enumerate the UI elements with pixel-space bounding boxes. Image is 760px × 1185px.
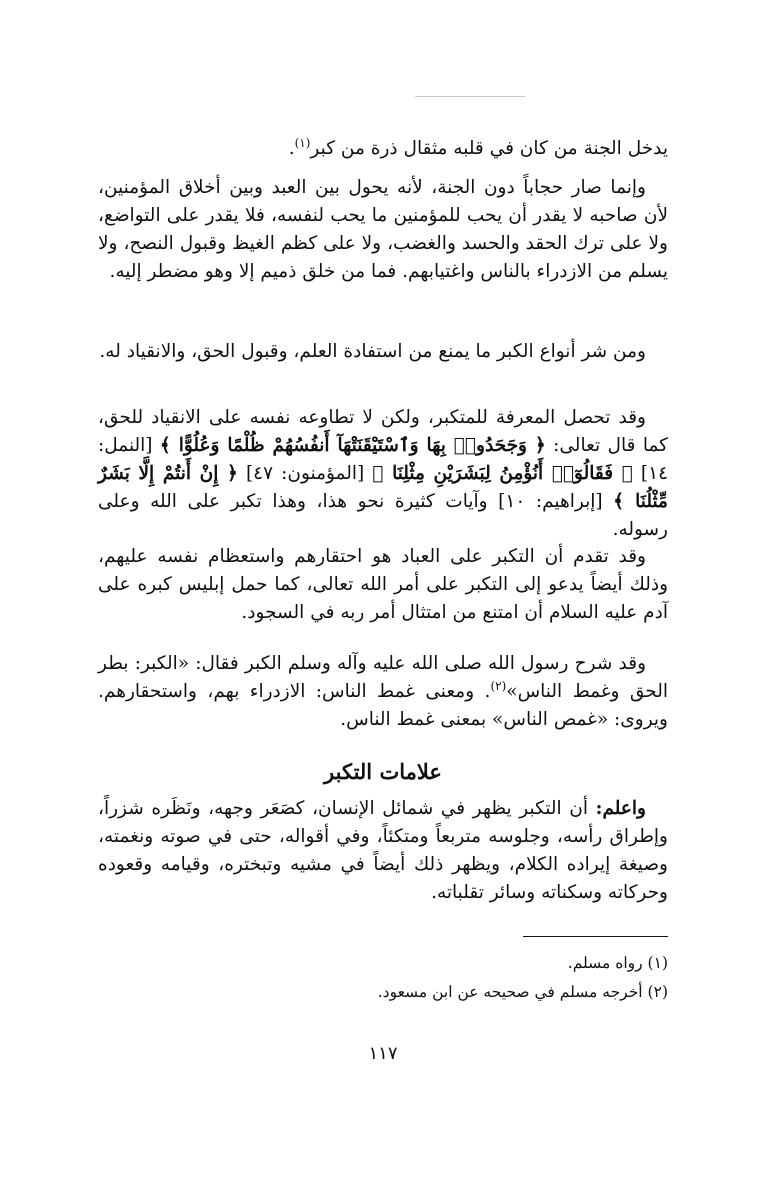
- page-number: ١١٧: [368, 1043, 398, 1064]
- verse-ref-1: [النمل: ١٤]: [98, 435, 669, 484]
- footnote-text-2: أخرجه مسلم في صحيحه عن ابن مسعود.: [377, 983, 643, 1001]
- quran-verse-1: ﴿ وَجَحَدُوا۟ بِهَا وَٱسْتَيْقَنَتْهَآ أَنفُسُهُمْ ظُلْمًا وَعُلُوًّا ﴾: [159, 435, 546, 456]
- footnote-ref-2[interactable]: (٢): [490, 678, 507, 693]
- footnote-marker-2: (٢): [647, 983, 668, 1001]
- paragraph-4: وقد تقدم أن التكبر على العباد هو احتقارهم واستعظام نفسه عليهم، وذلك أيضاً يدعو إلى التكبر على أمر الله تعالى، كما حمل إبليس كبره على آدم عليه السلام أن امتنع من امتثال أمر ربه في السجود.: [98, 546, 668, 623]
- footnote-separator: [523, 936, 668, 937]
- lead-word: واعلم:: [595, 798, 646, 819]
- paragraph-1: يدخل الجنة من كان في قلبه مثقال ذرة من كبر$^{(١)}$.: [288, 135, 668, 159]
- verse-ref-3: [إبراهيم: ١٠]: [498, 491, 603, 512]
- footnote-2: [98, 980, 668, 1004]
- paragraph-2: وإنما صار حجاباً دون الجنة، لأنه يحول بين العبد وبين أخلاق المؤمنين، لأن صاحبه لا يقدر أن يحب للمؤمنين ما يحب لنفسه، فلا يقدر على التواضع، ولا على ترك الحقد والحسد والغضب، ولا على كظم الغيظ وقبول النصح، ولا يسلم من الازدراء بالناس واغتيابهم. فما من خلق ذميم إلا وهو مضطر إليه.: [98, 177, 668, 282]
- verse-ref-2: [المؤمنون: ٤٧]: [245, 463, 365, 484]
- quran-verse-2: ﴿ فَقَالُوٓا۟ أَنُؤْمِنُ لِبَشَرَيْنِ مِثْلِنَا ﴾: [372, 463, 633, 484]
- footnote-1: [98, 951, 668, 975]
- footnote-text-1: رواه مسلم.: [567, 954, 643, 972]
- footnote-ref-1[interactable]: (١): [294, 135, 311, 150]
- quran-verse-3: ﴿ إِنْ أَنتُمْ إِلَّا بَشَرٌ مِّثْلُنَا ﴾: [98, 463, 668, 512]
- section-heading: علامات التكبر: [324, 759, 442, 784]
- book-page: [98, 0, 668, 1185]
- paragraph-verses: وقد تحصل المعرفة للمتكبر، ولكن لا تطاوعه نفسه على الانقياد للحق، كما قال تعالى: ﴿ وَجَحَدُوا۟ بِهَا وَٱسْتَيْقَنَتْهَآ أَنفُسُهُمْ ظُلْمًا وَعُلُوًّا ﴾ [النمل: ١٤] ﴿ فَقَالُوٓا۟ أَنُؤْمِنُ لِبَشَرَيْنِ مِثْلِنَا ﴾ [المؤمنون: ٤٧] ﴿ إِنْ أَنتُمْ إِلَّا بَشَرٌ مِّثْلُنَا ﴾ [إبراهيم: ١٠] وآيات كثيرة نحو هذا، وهذا تكبر على الله وعلى رسوله.: [98, 407, 669, 540]
- paragraph-3: ومن شر أنواع الكبر ما يمنع من استفادة العلم، وقبول الحق، والانقياد له.: [99, 341, 646, 362]
- paragraph-hadith: وقد شرح رسول الله صلى الله عليه وآله وسلم الكبر فقال: «الكبر: بطر الحق وغمط الناس»$^{(٢)}$. ومعنى غمط الناس: الازدراء بهم، واستحقارهم. ويروى: «غمص الناس» بمعنى غمط الناس.: [98, 653, 668, 730]
- footnote-marker-1: (١): [647, 954, 668, 972]
- paragraph-signs: واعلم: أن التكبر يظهر في شمائل الإنسان، كصَعَر وجهه، ونَظَره شزراً، وإطراق رأسه، وجلوسه متربعاً ومتكئاً، وفي أقواله، حتى في صوته ونغمته، وصيغة إيراده الكلام، ويظهر ذلك أيضاً في مشيه وتبختره، وقيامه وقعوده وحركاته وسكناته وسائر تقلباته.: [98, 798, 668, 903]
